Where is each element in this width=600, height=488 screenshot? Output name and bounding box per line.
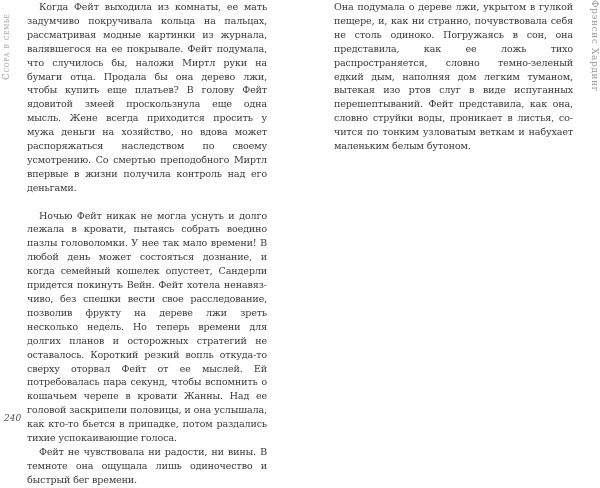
right-text-column bbox=[334, 1, 573, 154]
running-head-author: Фрэнсис Хардинг bbox=[589, 0, 599, 92]
paragraph: Она подумала о дереве лжи, укрытом в гулкой пещере, и, как ни странно, почувствовала себя не столь одиноко. Погружаясь в сон, она представила, как ее ложь тихо распространяется, словно темно-зеленый едкий дым, наполняя дом легким туманом, вытекая изо ртов слуг в виде испуганных перешептываний. Фейт представила, как она, словно струйки воды, проникает в листья, сочится по тонким узловатым веткам и набухает маленьким белым бутоном. bbox=[334, 2, 573, 153]
paragraph: Фейт не чувствовала ни радости, ни вины. В темноте она ощущала лишь одиночество и быстрый бег времени. bbox=[27, 446, 267, 486]
paragraph: Когда Фейт выходила из комнаты, ее мать задумчиво покручивала кольца на пальцах, рассматривая модные картинки из журнала, валявшегося на ее покрывале. Фейт подумала, что случилось бы, наложи Миртл руки на бумаги отца. Продала бы она дерево лжи, чтобы купить еще платьев? В голову Фейт ядовитой змеей проскользнула еще одна мысль. Жене всегда приходится просить у мужа деньги на хозяйство, но вдова может распоряжаться наследством по своему усмотрению. Со смертью преподобного Миртл впервые в жизни получила контроль над его деньгами. bbox=[27, 2, 267, 194]
left-page bbox=[0, 0, 300, 486]
paragraph: Ночью Фейт никак не могла уснуть и долго лежала в кровати, пытаясь собрать воедино пазлы головоломки. У нее так мало времени! В любой день может состояться дознание, и когда семейный кошелек опустеет, Сандерли придется покинуть Вейн. Фейт хотела ненавязчиво, без спешки вести свое расследование, позволив фрукту на дереве лжи зреть несколько недель. Но теперь времени для долгих планов и осторожных стратегий не оставалось. Короткий резкий вопль откуда-то сверху оторвал Фейт от ее мыслей. Ей потребовалась пара секунд, чтобы вспомнить о кошачьем черепе в кровати Жанны. Над ее головой заскрипели половицы, и она услышала, как кто-то бьется в припадке, потом раздались тихие успокаивающие голоса. bbox=[27, 210, 267, 445]
running-head-book-title: Ссора в семье bbox=[2, 13, 12, 80]
left-text-column bbox=[27, 1, 267, 488]
right-page bbox=[300, 0, 600, 427]
page-number: 240 bbox=[4, 414, 22, 424]
